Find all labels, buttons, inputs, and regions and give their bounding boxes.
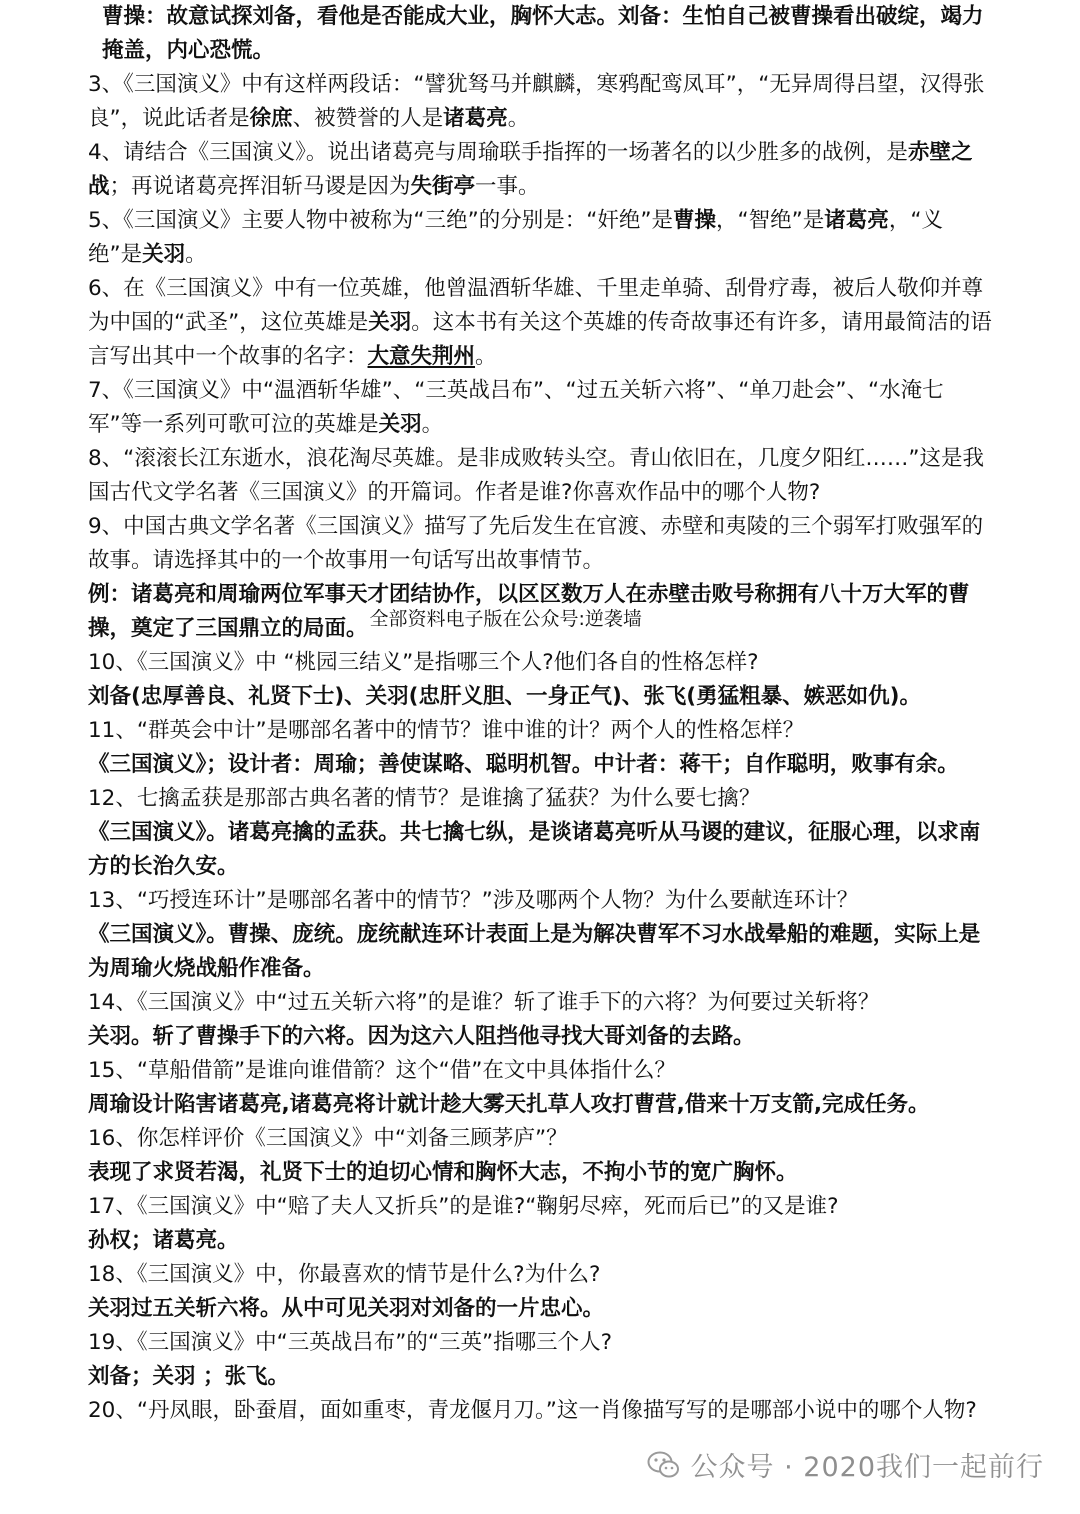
text-line	[88, 374, 993, 442]
question-text: 14、《三国演义》中“过五关斩六将”的是谁？斩了谁手下的六将？为何要过关斩将？	[88, 990, 880, 1015]
answer-text: 《三国演义》。曹操、庞统。庞统献连环计表面上是为解决曹军不习水战晕船的难题，实际上是为周瑜火烧战船作准备。	[88, 922, 981, 981]
text-line	[88, 1224, 993, 1258]
text-line	[88, 782, 993, 816]
text-line	[88, 136, 993, 204]
text-line	[88, 1326, 993, 1360]
watermark-text: 公众号 · 2020我们一起前行	[690, 1452, 1044, 1483]
text-line	[88, 510, 993, 578]
answer-text: 关羽过五关斩六将。从中可见关羽对刘备的一片忠心。	[88, 1296, 605, 1321]
text-line	[88, 442, 993, 510]
text-line	[88, 1122, 993, 1156]
question-text: 7、《三国演义》中“温酒斩华雄”、“三英战吕布”、“过五关斩六将”、“单刀赴会”、“水淹七军”等一系列可歌可泣的英雄是	[88, 378, 944, 437]
answer-text: 失街亭	[410, 174, 476, 199]
question-text: 。这本书有关这个英雄的传奇故事还有许多，请用最简洁的语言写出其中一个故事的名字：	[88, 310, 992, 369]
answer-text: 赤壁之战	[88, 140, 973, 199]
answer-text: 孙权；诸葛亮。	[88, 1228, 239, 1253]
question-text: 13、“巧授连环计”是哪部名著中的情节？”涉及哪两个人物？为什么要献连环计？	[88, 888, 859, 913]
text-line	[88, 272, 993, 374]
text-line	[88, 918, 993, 986]
document-body	[88, 0, 993, 1428]
text-line	[88, 1360, 993, 1394]
text-line	[88, 1088, 993, 1122]
answer-text: 曹操	[673, 208, 717, 233]
question-text: 6、在《三国演义》中有一位英雄，他曾温酒斩华雄、千里走单骑、刮骨疗毒，被后人敬仰并尊为中国的“武圣”，这位英雄是	[88, 276, 984, 335]
inline-watermark: 全部资料电子版在公众号:逆袭墙	[369, 608, 642, 630]
answer-text: 《三国演义》。诸葛亮擒的孟获。共七擒七纵，是谈诸葛亮听从马谡的建议，征服心理，以求南方的长治久安。	[88, 820, 981, 879]
text-line	[88, 646, 993, 680]
answer-text: 《三国演义》；设计者：周瑜；善使谋略、聪明机智。中计者：蒋干；自作聪明，败事有余。	[88, 752, 959, 777]
text-line	[88, 714, 993, 748]
text-line	[88, 68, 993, 136]
answer-text: 关羽	[378, 412, 422, 437]
question-text: 12、七擒孟获是那部古典名著的情节？是谁擒了猛获？为什么要七擒？	[88, 786, 761, 811]
question-text: 。	[185, 242, 207, 267]
text-line	[88, 1020, 993, 1054]
question-text: ；再说诸葛亮挥泪斩马谡是因为	[109, 174, 411, 199]
question-text: 11、“群英会中计”是哪部名著中的情节？谁中谁的计？两个人的性格怎样？	[88, 718, 805, 743]
question-text: 16、你怎样评价《三国演义》中“刘备三顾茅庐”？	[88, 1126, 568, 1151]
text-line	[88, 1292, 993, 1326]
question-text: 、被赞誉的人是	[292, 106, 444, 131]
answer-text: 刘备(忠厚善良、礼贤下士)、关羽(忠肝义胆、一身正气)、张飞(勇猛粗暴、嫉恶如仇)。	[88, 684, 921, 709]
question-text: 18、《三国演义》中，你最喜欢的情节是什么?为什么?	[88, 1262, 601, 1287]
text-line	[88, 748, 993, 782]
answer-text: 表现了求贤若渴，礼贤下士的迫切心情和胸怀大志，不拘小节的宽广胸怀。	[88, 1160, 798, 1185]
answer-text: 诸葛亮	[824, 208, 889, 233]
question-text: 。	[475, 344, 497, 369]
wechat-icon	[647, 1450, 681, 1480]
watermark	[647, 1445, 1044, 1484]
question-text: 4、请结合《三国演义》。说出诸葛亮与周瑜联手指挥的一场著名的以少胜多的战例，是	[88, 140, 908, 165]
question-text: 10、《三国演义》中 “桃园三结义”是指哪三个人?他们各自的性格怎样?	[88, 650, 759, 675]
text-line	[88, 1156, 993, 1190]
text-line	[88, 1054, 993, 1088]
answer-text: 刘备；关羽 ；张飞。	[88, 1364, 289, 1389]
question-text: 。	[421, 412, 444, 437]
question-text: ，“智绝”是	[716, 208, 825, 233]
text-line	[88, 986, 993, 1020]
answer-text: 关羽。斩了曹操手下的六将。因为这六人阻挡他寻找大哥刘备的去路。	[88, 1024, 755, 1049]
text-line	[88, 1190, 993, 1224]
answer-text: 关羽	[368, 310, 412, 335]
question-text: 一事。	[475, 174, 540, 199]
answer-text: 例：诸葛亮和周瑜两位军事天才团结协作，以区区数万人在赤壁击败号称拥有八十万大军的曹操，奠定了三国鼎立的局面。	[88, 582, 970, 641]
text-line	[88, 816, 993, 884]
question-text: 9、中国古典文学名著《三国演义》描写了先后发生在官渡、赤壁和夷陵的三个弱军打败强军的故事。请选择其中的一个故事用一句话写出故事情节。	[88, 514, 984, 573]
question-text: 20、“丹凤眼，卧蚕眉，面如重枣，青龙偃月刀。”这一肖像描写写的是哪部小说中的哪个人物?	[88, 1398, 977, 1423]
text-line	[88, 680, 993, 714]
answer-text: 徐庶	[249, 106, 293, 131]
answer-text: 曹操：故意试探刘备，看他是否能成大业，胸怀大志。刘备：生怕自己被曹操看出破绽，竭力掩盖，内心恐慌。	[102, 4, 984, 63]
answer-text: 关羽	[142, 242, 186, 267]
text-line	[88, 1258, 993, 1292]
question-text: 。	[507, 106, 530, 131]
question-text: 17、《三国演义》中“赔了夫人又折兵”的是谁?“鞠躬尽瘁，死而后已”的又是谁?	[88, 1194, 839, 1219]
question-text: 19、《三国演义》中“三英战吕布”的“三英”指哪三个人?	[88, 1330, 613, 1355]
question-text: 15、“草船借箭”是谁向谁借箭？这个“借”在文中具体指什么？	[88, 1058, 676, 1083]
answer-text: 大意失荆州	[367, 344, 476, 369]
answer-text: 周瑜设计陷害诸葛亮,诸葛亮将计就计趁大雾天扎草人攻打曹营,借来十万支箭,完成任务。	[88, 1092, 930, 1117]
answer-text: 诸葛亮	[443, 106, 508, 131]
question-text: 5、《三国演义》主要人物中被称为“三绝”的分别是：“奸绝”是	[88, 208, 673, 233]
text-line	[88, 884, 993, 918]
text-line	[88, 578, 993, 646]
question-text: 8、“滚滚长江东逝水，浪花淘尽英雄。是非成败转头空。青山依旧在，几度夕阳红……”这是我国古代文学名著《三国演义》的开篇词。作者是谁?你喜欢作品中的哪个人物?	[88, 446, 984, 505]
text-line	[88, 204, 993, 272]
text-line	[88, 0, 993, 68]
question-text: 3、《三国演义》中有这样两段话：“譬犹驽马并麒麟，寒鸦配鸾凤耳”，“无异周得吕望，汉得张良”，说此话者是	[88, 72, 985, 131]
text-line	[88, 1394, 993, 1428]
question-text: ，“义绝”是	[88, 208, 943, 267]
